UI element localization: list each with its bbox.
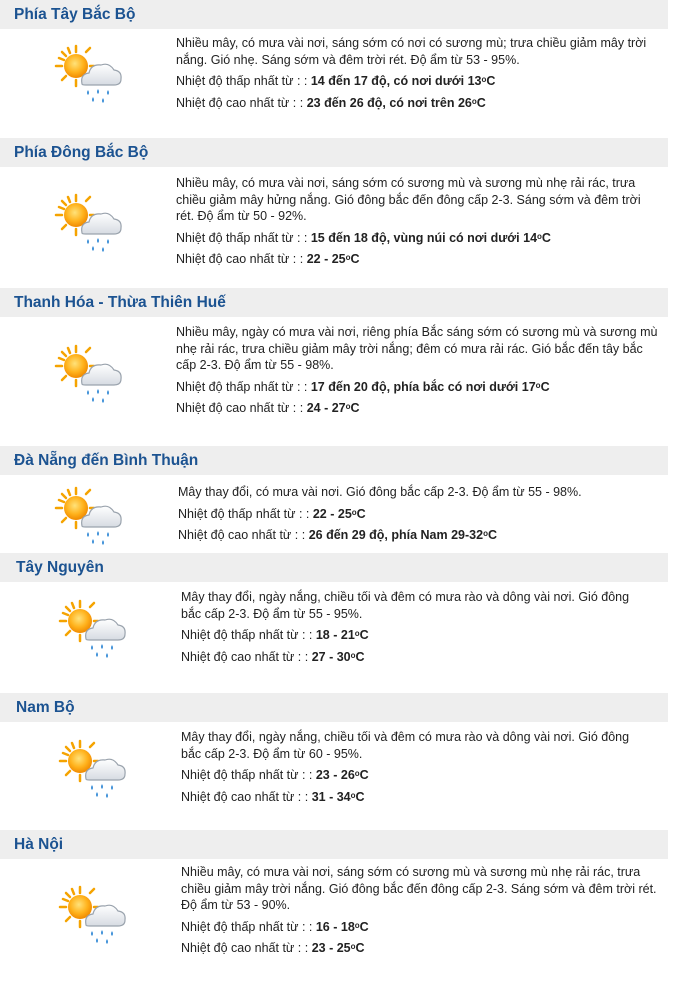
high-temp-value: 22 - 25$^o$C: [306, 252, 360, 266]
region-forecast: [0, 553, 668, 681]
low-temp-value: 15 đến 18 độ, vùng núi có nơi dưới 14$^o$C: [310, 230, 551, 245]
high-temp-label: Nhiệt độ cao nhất từ : :: [181, 941, 309, 955]
forecast-description: Mây thay đổi, có mưa vài nơi. Gió đông bắc cấp 2-3. Độ ẩm từ 55 - 98%.: [178, 485, 582, 499]
high-temp-row: [181, 789, 647, 806]
sun-cloud-rain-icon: [58, 599, 128, 661]
low-temp-value: 17 đến 20 độ, phía bắc có nơi dưới 17$^o$C: [310, 379, 550, 394]
low-temp-label: Nhiệt độ thấp nhất từ : :: [176, 230, 308, 245]
region-header: [0, 138, 668, 167]
high-temp-row: [176, 400, 660, 417]
low-temp-value: 16 - 18$^o$C: [315, 919, 369, 934]
high-temp-row: [181, 940, 663, 957]
low-temp-label: Nhiệt độ thấp nhất từ : :: [181, 919, 313, 934]
region-title: Đà Nẵng đến Bình Thuận: [14, 451, 199, 469]
high-temp-value: 23 - 25$^o$C: [311, 941, 365, 955]
forecast-description: Nhiều mây, có mưa vài nơi, sáng sớm có nơi có sương mù; trưa chiều giảm mây trời nắng. Gió nhẹ. Sáng sớm và đêm trời rét. Độ ẩm từ 53 - 95%.: [176, 36, 647, 67]
region-header: [0, 288, 668, 317]
low-temp-value: 23 - 26$^o$C: [315, 768, 369, 782]
low-temp-row: [176, 379, 660, 396]
region-title: Tây Nguyên: [16, 558, 104, 576]
region-title: Hà Nội: [14, 835, 64, 853]
region-header: [0, 446, 668, 475]
region-title: Thanh Hóa - Thừa Thiên Huế: [14, 293, 226, 311]
high-temp-label: Nhiệt độ cao nhất từ : :: [178, 528, 306, 542]
low-temp-label: Nhiệt độ thấp nhất từ : :: [176, 74, 308, 88]
low-temp-label: Nhiệt độ thấp nhất từ : :: [181, 768, 313, 782]
low-temp-row: [176, 73, 654, 90]
high-temp-value: 23 đến 26 độ, có nơi trên 26$^o$C: [306, 95, 486, 110]
high-temp-row: [178, 527, 656, 544]
high-temp-label: Nhiệt độ cao nhất từ : :: [176, 95, 304, 110]
forecast-description: Nhiều mây, có mưa vài nơi, sáng sớm có sương mù và sương mù nhẹ rải rác, trưa chiều giảm mây trời nắng. Gió đông bắc đến đông cấp 2-3. Sáng sớm và đêm trời rét. Độ ẩm từ 53 - 90%.: [181, 865, 657, 912]
high-temp-row: [181, 649, 647, 666]
low-temp-label: Nhiệt độ thấp nhất từ : :: [181, 628, 313, 642]
sun-cloud-rain-icon: [54, 193, 124, 255]
region-title: Phía Đông Bắc Bộ: [14, 143, 149, 161]
region-forecast: [0, 446, 668, 551]
region-body: [178, 484, 656, 544]
sun-cloud-rain-icon: [58, 885, 128, 947]
sun-cloud-rain-icon: [54, 44, 124, 106]
forecast-description: Nhiều mây, có mưa vài nơi, sáng sớm có sương mù và sương mù nhẹ rải rác, trưa chiều giảm mây hửng nắng. Gió đông bắc đến đông cấp 2-3. Sáng sớm và đêm trời rét. Độ ẩm từ 50 - 92%.: [176, 176, 641, 223]
region-title: Phía Tây Bắc Bộ: [14, 5, 136, 23]
region-header: [0, 0, 668, 29]
low-temp-row: [178, 506, 656, 523]
high-temp-value: 26 đến 29 độ, phía Nam 29-32$^o$C: [308, 528, 497, 542]
region-body: [176, 324, 660, 417]
low-temp-value: 22 - 25$^o$C: [312, 506, 366, 521]
high-temp-row: [176, 251, 656, 268]
region-body: [176, 175, 656, 268]
high-temp-value: 31 - 34$^o$C: [311, 789, 365, 804]
region-header: [0, 693, 668, 722]
low-temp-label: Nhiệt độ thấp nhất từ : :: [178, 506, 310, 521]
region-forecast: [0, 0, 668, 130]
region-header: [0, 553, 668, 582]
high-temp-label: Nhiệt độ cao nhất từ : :: [181, 789, 309, 804]
forecast-description: Mây thay đổi, ngày nắng, chiều tối và đêm có mưa rào và dông vài nơi. Gió đông bắc cấp 2-3. Độ ẩm từ 60 - 95%.: [181, 730, 630, 761]
sun-cloud-rain-icon: [54, 344, 124, 406]
forecast-description: Nhiều mây, ngày có mưa vài nơi, riêng phía Bắc sáng sớm có sương mù và sương mù nhẹ rải rác, trưa chiều giảm mây trời nắng; đêm có mưa rải rác. Gió bắc đến tây bắc cấp 2-3. Độ ẩm từ 55 - 98%.: [176, 325, 658, 372]
region-body: [181, 864, 663, 957]
high-temp-row: [176, 95, 654, 112]
region-body: [176, 35, 654, 111]
low-temp-value: 14 đến 17 độ, có nơi dưới 13$^o$C: [310, 74, 496, 88]
low-temp-row: [181, 919, 663, 936]
sun-cloud-rain-icon: [54, 486, 124, 548]
region-body: [181, 589, 647, 665]
region-forecast: [0, 830, 668, 985]
forecast-description: Mây thay đổi, ngày nắng, chiều tối và đêm có mưa rào và dông vài nơi. Gió đông bắc cấp 2-3. Độ ẩm từ 55 - 95%.: [181, 590, 630, 621]
high-temp-label: Nhiệt độ cao nhất từ : :: [181, 649, 309, 664]
high-temp-value: 27 - 30$^o$C: [311, 649, 365, 664]
low-temp-row: [176, 230, 656, 247]
region-forecast: [0, 138, 668, 283]
low-temp-row: [181, 627, 647, 644]
high-temp-value: 24 - 27$^o$C: [306, 401, 360, 415]
high-temp-label: Nhiệt độ cao nhất từ : :: [176, 252, 304, 266]
region-forecast: [0, 288, 668, 438]
low-temp-row: [181, 767, 647, 784]
sun-cloud-rain-icon: [58, 739, 128, 801]
region-body: [181, 729, 647, 805]
region-header: [0, 830, 668, 859]
low-temp-label: Nhiệt độ thấp nhất từ : :: [176, 379, 308, 394]
high-temp-label: Nhiệt độ cao nhất từ : :: [176, 401, 304, 415]
region-title: Nam Bộ: [16, 698, 75, 716]
region-forecast: [0, 693, 668, 823]
low-temp-value: 18 - 21$^o$C: [315, 628, 369, 642]
